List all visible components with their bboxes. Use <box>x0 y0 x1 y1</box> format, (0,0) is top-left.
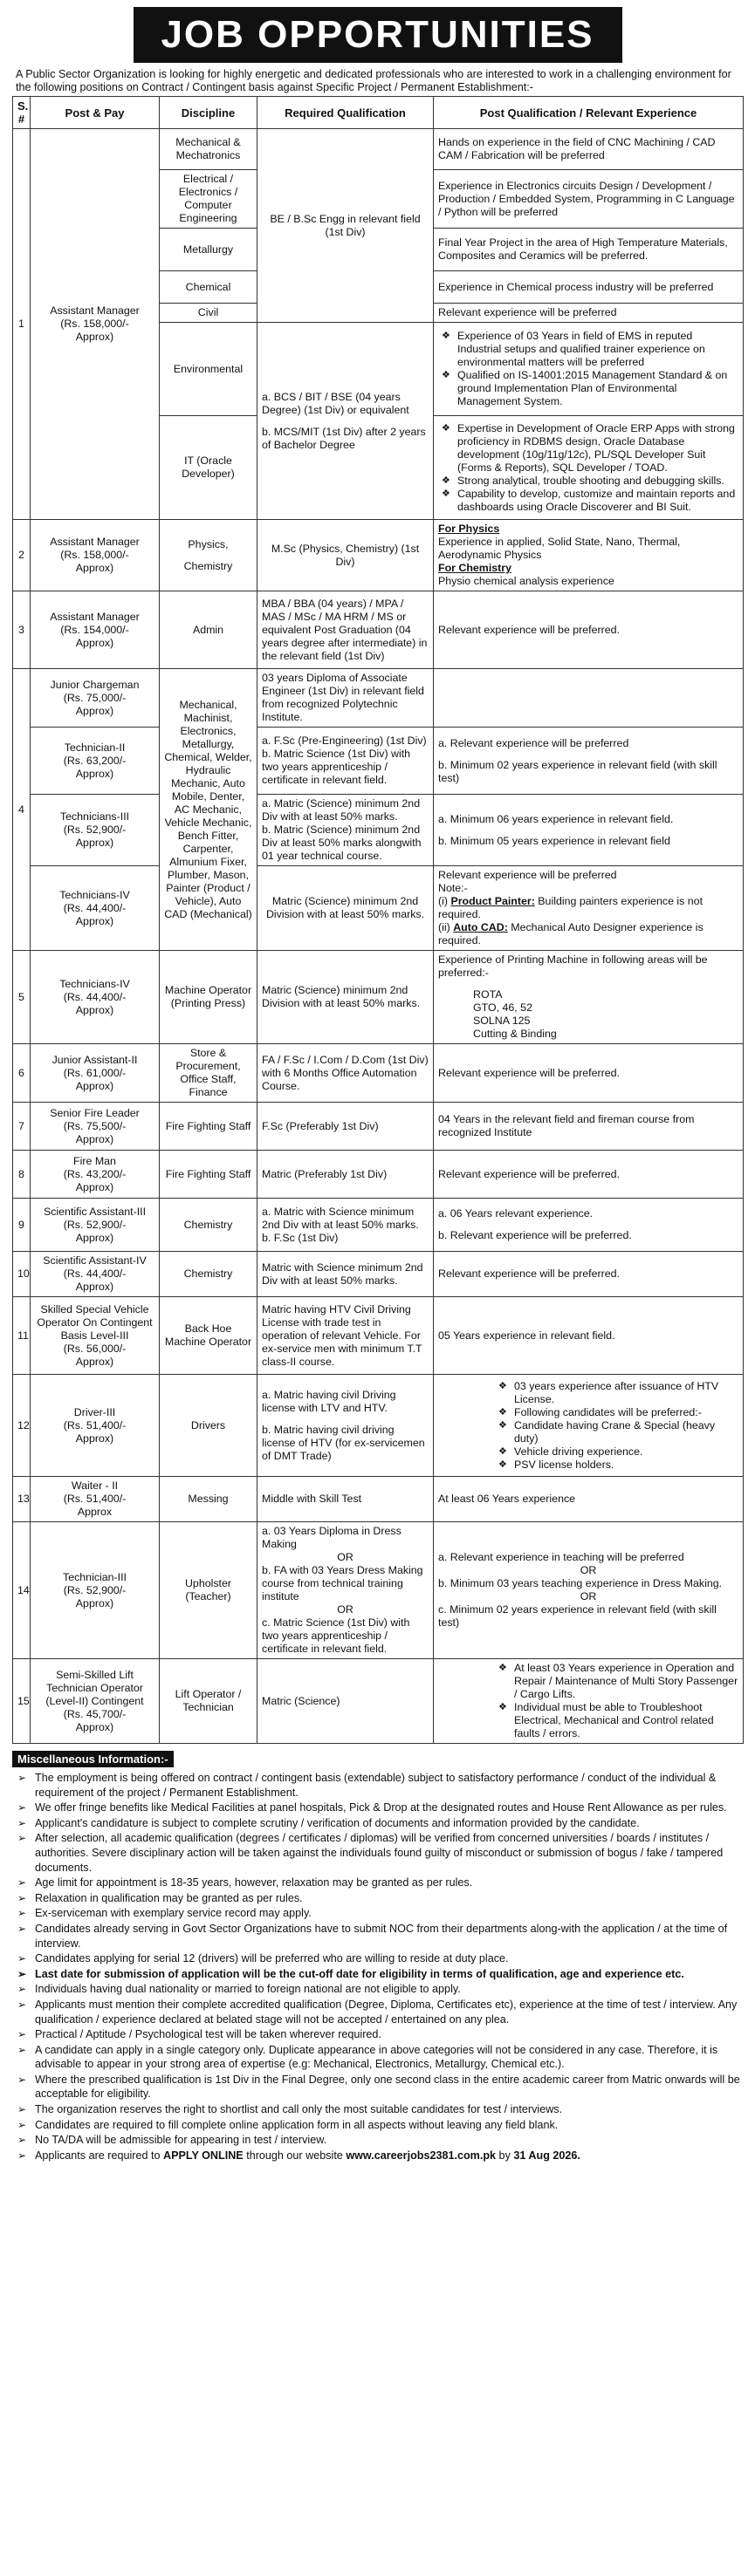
experience: Experience in Chemical process industry will be preferred <box>434 271 744 304</box>
table-row <box>13 1375 744 1477</box>
table-row <box>13 1044 744 1103</box>
post-and-pay: Technicians-III (Rs. 52,900/- Approx) <box>31 795 160 866</box>
discipline: Mechanical, Machinist, Electronics, Metallurgy, Chemical, Welder, Hydraulic Mechanic, Auto Mobile, Denter, AC Mechanic, Vehicle Mechanic, Bench Fitter, Carpenter, Almunium Fixer, Plumber, Mason, Painter (Product / Vehicle), Auto CAD (Mechanical) <box>160 669 257 951</box>
table-row <box>13 1151 744 1199</box>
serial-number: 13 <box>13 1477 31 1522</box>
page-title: JOB OPPORTUNITIES <box>134 7 622 63</box>
table-row <box>13 1199 744 1252</box>
discipline: Drivers <box>160 1375 257 1477</box>
experience: 05 Years experience in relevant field. <box>434 1297 744 1375</box>
discipline: Civil <box>160 304 257 323</box>
experience: ❖ 03 years experience after issuance of HTV License. ❖ Following candidates will be preferred:- ❖ Candidate having Crane & Special (heavy duty) ❖ Vehicle driving experience. ❖ PSV license holders. <box>434 1375 744 1477</box>
list-item: ➢ The organization reserves the right to shortlist and call only the most suitable candidates for test / interviews. <box>12 2102 743 2117</box>
required-qualification: Middle with Skill Test <box>257 1477 434 1522</box>
col-header-discipline: Discipline <box>160 97 257 129</box>
list-item: ➢ Age limit for appointment is 18-35 years, however, relaxation may be granted as per rules. <box>12 1876 743 1890</box>
experience <box>434 669 744 728</box>
required-qualification: Matric having HTV Civil Driving License with trade test in operation of relevant Vehicle. For ex-service men with minimum T.T class-II course. <box>257 1297 434 1375</box>
discipline: Chemistry <box>160 1199 257 1252</box>
table-row <box>13 866 744 951</box>
list-item: ➢ Ex-serviceman with exemplary service record may apply. <box>12 1906 743 1921</box>
discipline: Chemistry <box>160 1252 257 1297</box>
post-and-pay: Junior Assistant-II (Rs. 61,000/- Approx) <box>31 1044 160 1103</box>
experience: 04 Years in the relevant field and fireman course from recognized Institute <box>434 1103 744 1151</box>
list-item: ➢ Applicant's candidature is subject to complete scrutiny / verification of documents and information provided by the candidate. <box>12 1816 743 1831</box>
post-and-pay: Assistant Manager (Rs. 158,000/- Approx) <box>31 520 160 591</box>
experience: a. Relevant experience in teaching will be preferred OR b. Minimum 03 years teaching experience in Dress Making. OR c. Minimum 02 years experience in relevant field (with skill test) <box>434 1522 744 1659</box>
serial-number: 3 <box>13 591 31 669</box>
required-qualification: a. Matric with Science minimum 2nd Div with at least 50% marks. b. F.Sc (1st Div) <box>257 1199 434 1252</box>
serial-number: 8 <box>13 1151 31 1199</box>
experience: Hands on experience in the field of CNC Machining / CAD CAM / Fabrication will be preferred <box>434 129 744 170</box>
required-qualification: a. Matric having civil Driving license with LTV and HTV. b. Matric having civil driving license of HTV (for ex-servicemen of DMT Trade) <box>257 1375 434 1477</box>
post-and-pay: Driver-III (Rs. 51,400/- Approx) <box>31 1375 160 1477</box>
discipline: Mechanical & Mechatronics <box>160 129 257 170</box>
required-qualification: Matric (Preferably 1st Div) <box>257 1151 434 1199</box>
experience: Relevant experience will be preferred. <box>434 1252 744 1297</box>
col-header-sn: S. # <box>13 97 31 129</box>
list-item: ➢ No TA/DA will be admissible for appearing in test / interview. <box>12 2133 743 2148</box>
discipline: Electrical / Electronics / Computer Engineering <box>160 170 257 229</box>
table-row <box>13 951 744 1044</box>
discipline: Physics, Chemistry <box>160 520 257 591</box>
list-item: ➢ Last date for submission of application will be the cut-off date for eligibility in terms of qualification, age and experience etc. <box>12 1967 743 1982</box>
experience: Relevant experience will be preferred. <box>434 591 744 669</box>
table-row <box>13 1477 744 1522</box>
serial-number: 15 <box>13 1659 31 1744</box>
required-qualification: F.Sc (Preferably 1st Div) <box>257 1103 434 1151</box>
discipline: Environmental <box>160 323 257 416</box>
list-item: ➢ A candidate can apply in a single category only. Duplicate appearance in above categories will not be considered in any case. Therefore, it is advisable to appear in your strong area of expertise (e.g: Mechanical, Electronics, Metallurgy, Chemical etc.). <box>12 2043 743 2072</box>
experience: Experience in Electronics circuits Design / Development / Production / Embedded System, Programming in C Language / Python will be preferred <box>434 170 744 229</box>
serial-number: 14 <box>13 1522 31 1659</box>
apply-instruction: ➢ Applicants are required to APPLY ONLINE through our website www.careerjobs2381.com.pk by 31 Aug 2026. <box>12 2149 743 2163</box>
post-and-pay: Technicians-IV (Rs. 44,400/- Approx) <box>31 866 160 951</box>
required-qualification: Matric (Science) minimum 2nd Division with at least 50% marks. <box>257 866 434 951</box>
post-and-pay: Technician-III (Rs. 52,900/- Approx) <box>31 1522 160 1659</box>
table-row <box>13 669 744 728</box>
table-row <box>13 728 744 795</box>
discipline: Metallurgy <box>160 229 257 271</box>
table-row <box>13 591 744 669</box>
table-row <box>13 1103 744 1151</box>
serial-number: 2 <box>13 520 31 591</box>
discipline: Upholster (Teacher) <box>160 1522 257 1659</box>
list-item: ➢ Where the prescribed qualification is 1st Div in the Final Degree, only one second class in the entire academic career from Matric onwards will be acceptable for eligibility. <box>12 2073 743 2101</box>
post-and-pay: Fire Man (Rs. 43,200/- Approx) <box>31 1151 160 1199</box>
col-header-post: Post & Pay <box>31 97 160 129</box>
serial-number: 4 <box>13 669 31 951</box>
table-row <box>13 520 744 591</box>
serial-number: 6 <box>13 1044 31 1103</box>
discipline: Fire Fighting Staff <box>160 1151 257 1199</box>
table-row <box>13 795 744 866</box>
required-qualification: a. 03 Years Diploma in Dress Making OR b. FA with 03 Years Dress Making course from technical training institute OR c. Matric Science (1st Div) with two years apprenticeship / certificate in relevant field. <box>257 1522 434 1659</box>
required-qualification: a. Matric (Science) minimum 2nd Div with at least 50% marks. b. Matric (Science) minimum 2nd Div at least 50% marks alongwith 01 year technical course. <box>257 795 434 866</box>
serial-number: 12 <box>13 1375 31 1477</box>
experience: Experience of Printing Machine in following areas will be preferred:- ROTA GTO, 46, 52 SOLNA 125 Cutting & Binding <box>434 951 744 1044</box>
experience: Final Year Project in the area of High Temperature Materials, Composites and Ceramics will be preferred. <box>434 229 744 271</box>
post-and-pay: Assistant Manager (Rs. 158,000/- Approx) <box>31 129 160 520</box>
list-item: ➢ Candidates are required to fill complete online application form in all aspects without leaving any field blank. <box>12 2118 743 2133</box>
discipline: IT (Oracle Developer) <box>160 416 257 520</box>
experience: a. 06 Years relevant experience. b. Relevant experience will be preferred. <box>434 1199 744 1252</box>
experience: At least 06 Years experience <box>434 1477 744 1522</box>
required-qualification: a. F.Sc (Pre-Engineering) (1st Div) b. Matric Science (1st Div) with two years apprenticeship / certificate in relevant field. <box>257 728 434 795</box>
table-row <box>13 129 744 170</box>
table-row <box>13 1522 744 1659</box>
list-item: ➢ We offer fringe benefits like Medical Facilities at panel hospitals, Pick & Drop at the designated routes and House Rent Allowance as per rules. <box>12 1800 743 1815</box>
list-item: ➢ The employment is being offered on contract / contingent basis (extendable) subject to satisfactory performance / conduct of the individual & requirement of the project / Permanent Establishment. <box>12 1771 743 1800</box>
required-qualification: Matric with Science minimum 2nd Div with at least 50% marks. <box>257 1252 434 1297</box>
list-item: ➢ Candidates already serving in Govt Sector Organizations have to submit NOC from their departments along-with the application / at the time of interview. <box>12 1922 743 1951</box>
discipline: Lift Operator / Technician <box>160 1659 257 1744</box>
serial-number: 5 <box>13 951 31 1044</box>
required-qualification: 03 years Diploma of Associate Engineer (1st Div) in relevant field from recognized Polytechnic Institute. <box>257 669 434 728</box>
list-item: ➢ Applicants must mention their complete accredited qualification (Degree, Diploma, Certificates etc), experience at the time of test / interview. Any qualification / experience declared at belated stage will not be accepted / entertained on any plea. <box>12 1998 743 2026</box>
discipline: Machine Operator (Printing Press) <box>160 951 257 1044</box>
serial-number: 10 <box>13 1252 31 1297</box>
discipline: Back Hoe Machine Operator <box>160 1297 257 1375</box>
serial-number: 11 <box>13 1297 31 1375</box>
col-header-qualification: Required Qualification <box>257 97 434 129</box>
experience: ❖ Expertise in Development of Oracle ERP Apps with strong proficiency in RDBMS design, Oracle Database development (10g/11g/12c), PL/SQL Developer Suit (Forms & Reports), SQL Developer / TOAD. ❖ Strong analytical, trouble shooting and debugging skills. ❖ Capability to develop, customize and maintain reports and dashboards using Oracle Discoverer and BI Suit. <box>434 416 744 520</box>
list-item: ➢ Practical / Aptitude / Psychological test will be taken wherever required. <box>12 2027 743 2042</box>
experience: ❖ At least 03 Years experience in Operation and Repair / Maintenance of Multi Story Passenger / Cargo Lifts. ❖ Individual must be able to Troubleshoot Electrical, Mechanical and Control related faults / errors. <box>434 1659 744 1744</box>
experience: Relevant experience will be preferred <box>434 304 744 323</box>
discipline: Store & Procurement, Office Staff, Finance <box>160 1044 257 1103</box>
experience: For Physics Experience in applied, Solid State, Nano, Thermal, Aerodynamic Physics For Chemistry Physio chemical analysis experience <box>434 520 744 591</box>
last-date: 31 Aug 2026. <box>513 2149 580 2162</box>
list-item: ➢ Individuals having dual nationality or married to foreign national are not eligible to apply. <box>12 1982 743 1997</box>
experience: Relevant experience will be preferred Note:- (i) Product Painter: Building painters experience is not required. (ii) Auto CAD: Mechanical Auto Designer experience is required. <box>434 866 744 951</box>
experience: Relevant experience will be preferred. <box>434 1044 744 1103</box>
post-and-pay: Waiter - II (Rs. 51,400/- Approx <box>31 1477 160 1522</box>
post-and-pay: Scientific Assistant-IV (Rs. 44,400/- Approx) <box>31 1252 160 1297</box>
post-and-pay: Technicians-IV (Rs. 44,400/- Approx) <box>31 951 160 1044</box>
required-qualification: a. BCS / BIT / BSE (04 years Degree) (1st Div) or equivalent b. MCS/MIT (1st Div) after 2 years of Bachelor Degree <box>257 323 434 520</box>
discipline: Chemical <box>160 271 257 304</box>
required-qualification: MBA / BBA (04 years) / MPA / MAS / MSc / MA HRM / MS or equivalent Post Graduation (04 years degree after intermediate) in the relevant field (1st Div) <box>257 591 434 669</box>
post-and-pay: Skilled Special Vehicle Operator On Contingent Basis Level-III (Rs. 56,000/- Approx) <box>31 1297 160 1375</box>
experience: ❖ Experience of 03 Years in field of EMS in reputed Industrial setups and qualified trainer experience on environmental matters will be preferred ❖ Qualified on IS-14001:2015 Management Standard & on ground Implementation Plan of Environmental Management System. <box>434 323 744 416</box>
serial-number: 7 <box>13 1103 31 1151</box>
table-row <box>13 1252 744 1297</box>
experience: Relevant experience will be preferred. <box>434 1151 744 1199</box>
misc-heading: Miscellaneous Information:- <box>12 1751 174 1767</box>
post-and-pay: Technician-II (Rs. 63,200/- Approx) <box>31 728 160 795</box>
post-and-pay: Senior Fire Leader (Rs. 75,500/- Approx) <box>31 1103 160 1151</box>
table-row <box>13 1297 744 1375</box>
required-qualification: Matric (Science) minimum 2nd Division with at least 50% marks. <box>257 951 434 1044</box>
table-header-row <box>13 97 744 129</box>
post-and-pay: Assistant Manager (Rs. 154,000/- Approx) <box>31 591 160 669</box>
discipline: Fire Fighting Staff <box>160 1103 257 1151</box>
required-qualification: M.Sc (Physics, Chemistry) (1st Div) <box>257 520 434 591</box>
required-qualification: Matric (Science) <box>257 1659 434 1744</box>
required-qualification: BE / B.Sc Engg in relevant field (1st Div) <box>257 129 434 323</box>
serial-number: 1 <box>13 129 31 520</box>
experience: a. Relevant experience will be preferred b. Minimum 02 years experience in relevant field (with skill test) <box>434 728 744 795</box>
intro-paragraph: A Public Sector Organization is looking for highly energetic and dedicated professionals who are interested to work in a challenging environment for the following positions on Contract / Contingent basis against Specific Project / Permanent Establishment:- <box>16 68 731 93</box>
col-header-experience: Post Qualification / Relevant Experience <box>434 97 744 129</box>
discipline: Admin <box>160 591 257 669</box>
list-item: ➢ After selection, all academic qualification (degrees / certificates / diplomas) will be verified from concerned universities / boards / institutes / authorities. Severe disciplinary action will be taken against the individuals found guilty of misconduct or submission of bogus / fake / tampered documents. <box>12 1831 743 1875</box>
discipline: Messing <box>160 1477 257 1522</box>
misc-list <box>12 1771 743 2163</box>
experience: a. Minimum 06 years experience in relevant field. b. Minimum 05 years experience in relevant field <box>434 795 744 866</box>
serial-number: 9 <box>13 1199 31 1252</box>
required-qualification: FA / F.Sc / I.Com / D.Com (1st Div) with 6 Months Office Automation Course. <box>257 1044 434 1103</box>
list-item: ➢ Candidates applying for serial 12 (drivers) will be preferred who are willing to reside at duty place. <box>12 1951 743 1966</box>
post-and-pay: Semi-Skilled Lift Technician Operator (Level-II) Contingent (Rs. 45,700/- Approx) <box>31 1659 160 1744</box>
website-link[interactable]: www.careerjobs2381.com.pk <box>346 2149 497 2162</box>
jobs-table <box>12 96 744 1744</box>
table-row <box>13 1659 744 1744</box>
post-and-pay: Scientific Assistant-III (Rs. 52,900/- Approx) <box>31 1199 160 1252</box>
post-and-pay: Junior Chargeman (Rs. 75,000/- Approx) <box>31 669 160 728</box>
list-item: ➢ Relaxation in qualification may be granted as per rules. <box>12 1891 743 1906</box>
